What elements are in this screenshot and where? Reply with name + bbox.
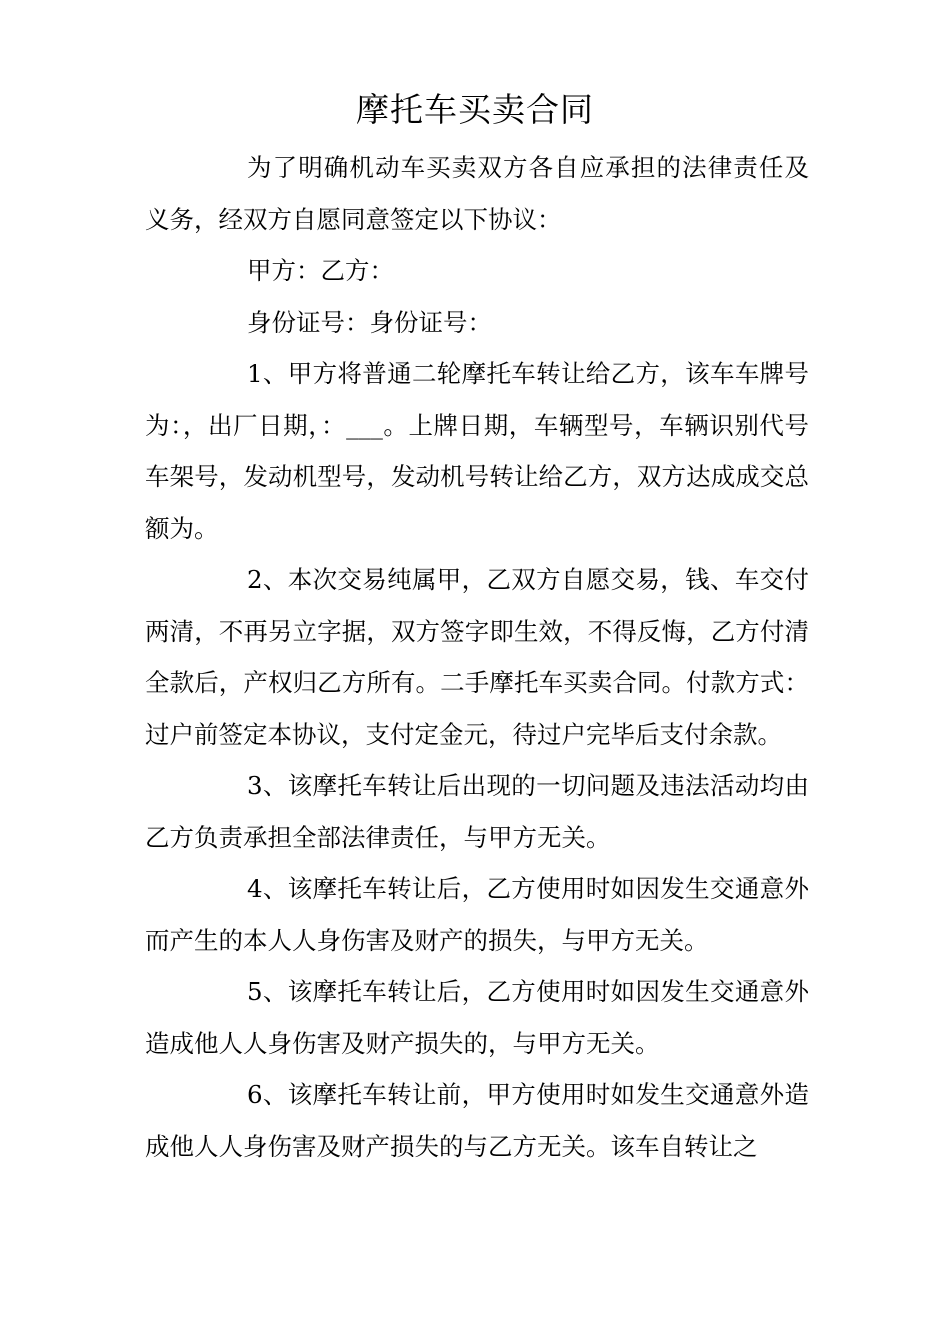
document-title: 摩托车买卖合同 <box>356 90 594 129</box>
clause-4: 4、该摩托车转让后，乙方使用时如因发生交通意外而产生的本人人身伤害及财产的损失，与甲方无关。 <box>145 874 809 955</box>
party-line: 甲方：乙方： <box>247 256 394 285</box>
intro-paragraph: 为了明确机动车买卖双方各自应承担的法律责任及义务，经双方自愿同意签定以下协议： <box>145 153 809 234</box>
document-body <box>145 142 809 1172</box>
clause-2: 2、本次交易纯属甲，乙双方自愿交易，钱、车交付两清，不再另立字据，双方签字即生效，不得反悔，乙方付清全款后，产权归乙方所有。二手摩托车买卖合同。付款方式：过户前签定本协议，支付定金元，待过户完毕后支付余款。 <box>145 565 809 749</box>
clause-1: 1、甲方将普通二轮摩托车转让给乙方，该车车牌号为：，出厂日期，：___。上牌日期，车辆型号，车辆识别代号车架号，发动机型号，发动机号转让给乙方，双方达成成交总额为。 <box>145 359 809 543</box>
clause-5: 5、该摩托车转让后，乙方使用时如因发生交通意外造成他人人身伤害及财产损失的，与甲方无关。 <box>145 977 809 1058</box>
id-number-line: 身份证号：身份证号： <box>247 307 492 337</box>
clause-3: 3、该摩托车转让后出现的一切问题及违法活动均由乙方负责承担全部法律责任，与甲方无关。 <box>145 771 809 852</box>
clause-6: 6、该摩托车转让前，甲方使用时如发生交通意外造成他人人身伤害及财产损失的与乙方无关。该车自转让之 <box>145 1080 809 1161</box>
